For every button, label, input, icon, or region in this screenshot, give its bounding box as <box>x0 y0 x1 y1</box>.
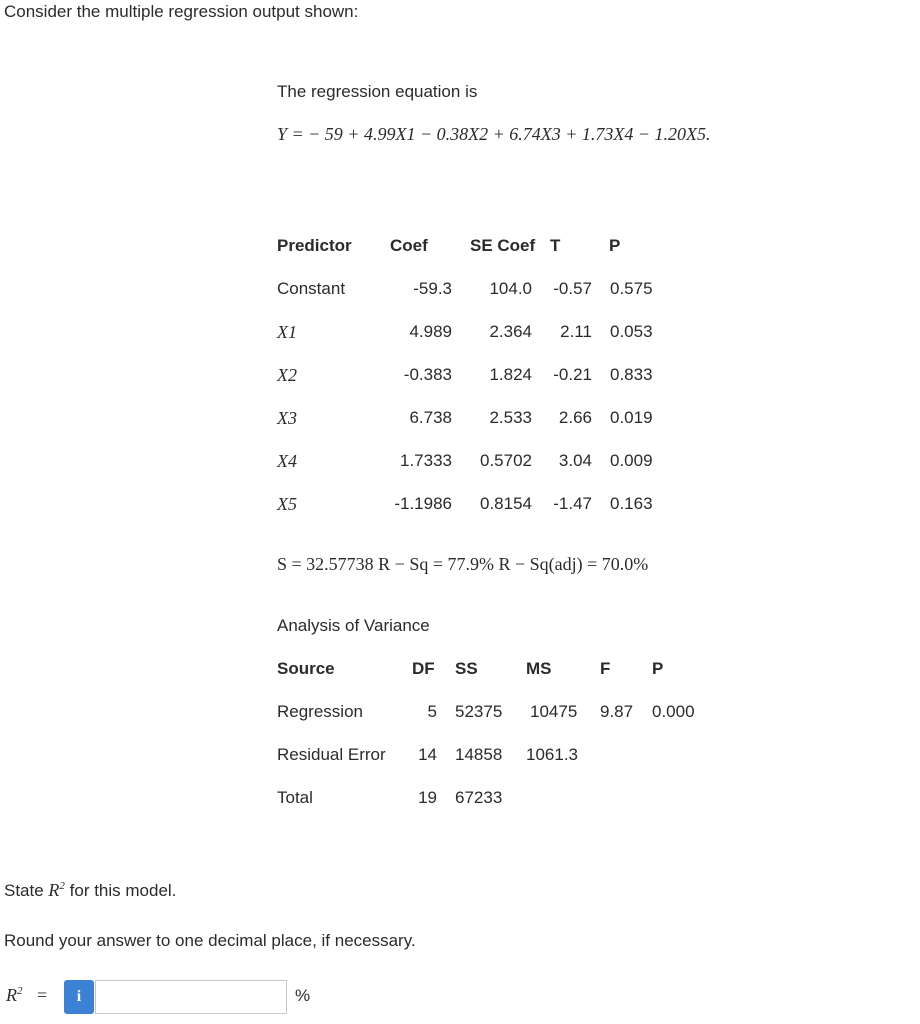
anova-header-df: DF <box>412 659 435 678</box>
anova-row-1-ms: 1061.3 <box>526 745 578 764</box>
coef-row-3-p: 0.019 <box>610 408 653 427</box>
coef-row-1-t: 2.11 <box>560 322 592 341</box>
coef-header-se-coef: SE Coef <box>470 236 536 255</box>
anova-row-0-ss: 52375 <box>455 702 503 721</box>
anova-header-ss: SS <box>455 659 478 678</box>
regression-equation: Y = − 59 + 4.99X1 − 0.38X2 + 6.74X3 + 1.73X4 − 1.20X5. <box>277 124 711 144</box>
coef-row-3-se: 2.533 <box>489 408 532 427</box>
coef-row-0-t: -0.57 <box>553 279 592 298</box>
anova-row-0-f: 9.87 <box>600 702 634 721</box>
question-suffix: for this model. <box>64 881 177 900</box>
coef-row-5-coef: -1.1986 <box>394 494 452 513</box>
coef-row-3-predictor: X3 <box>277 408 297 428</box>
anova-row-1-ss: 14858 <box>455 745 503 764</box>
coef-row-4-p: 0.009 <box>610 451 653 470</box>
prompt-text: Consider the multiple regression output shown: <box>4 2 359 21</box>
anova-row-0-df: 5 <box>427 702 437 721</box>
anova-row-1-source: Residual Error <box>277 745 386 764</box>
equation-label: The regression equation is <box>277 82 478 101</box>
anova-row-2-df: 19 <box>418 788 437 807</box>
answer-equals: = <box>37 985 48 1005</box>
coef-row-5-predictor: X5 <box>277 494 297 514</box>
coef-row-5-p: 0.163 <box>610 494 653 513</box>
coef-row-1-p: 0.053 <box>610 322 653 341</box>
coef-row-2-p: 0.833 <box>610 365 653 384</box>
coef-header-t: T <box>550 236 561 255</box>
coef-row-3-coef: 6.738 <box>409 408 452 427</box>
coef-row-4-se: 0.5702 <box>480 451 532 470</box>
question-prefix: State <box>4 881 49 900</box>
coef-row-4-predictor: X4 <box>277 451 297 471</box>
coef-row-3-t: 2.66 <box>558 408 592 427</box>
coef-row-1-predictor: X1 <box>277 322 297 342</box>
anova-title: Analysis of Variance <box>277 616 430 635</box>
coef-row-1-coef: 4.989 <box>409 322 452 341</box>
r-squared-symbol: $R^2$ <box>48 880 65 900</box>
coef-row-0-predictor: Constant <box>277 279 346 298</box>
anova-header-f: F <box>600 659 611 678</box>
coef-row-0-se: 104.0 <box>489 279 532 298</box>
coef-row-2-se: 1.824 <box>489 365 532 384</box>
coef-row-1-se: 2.364 <box>489 322 532 341</box>
coef-header-coef: Coef <box>390 236 428 255</box>
coef-header-predictor: Predictor <box>277 236 352 255</box>
anova-row-2-ss: 67233 <box>455 788 503 807</box>
percent-unit: % <box>295 986 311 1005</box>
question-text <box>4 880 176 901</box>
anova-header-ms: MS <box>526 659 552 678</box>
coef-row-5-se: 0.8154 <box>480 494 532 513</box>
coef-row-2-t: -0.21 <box>553 365 592 384</box>
coef-row-5-t: -1.47 <box>553 494 592 513</box>
anova-header-source: Source <box>277 659 335 678</box>
coef-row-4-coef: 1.7333 <box>400 451 452 470</box>
coef-header-p: P <box>609 236 621 255</box>
r-squared-answer-input[interactable] <box>95 980 287 1014</box>
coef-row-2-coef: -0.383 <box>403 365 452 384</box>
rounding-instruction: Round your answer to one decimal place, if necessary. <box>4 931 416 950</box>
anova-row-0-ms: 10475 <box>530 702 578 721</box>
coef-row-4-t: 3.04 <box>558 451 592 470</box>
anova-row-0-source: Regression <box>277 702 363 721</box>
anova-row-2-source: Total <box>277 788 313 807</box>
anova-row-1-df: 14 <box>418 745 437 764</box>
info-icon[interactable]: i <box>64 980 94 1014</box>
coef-row-0-p: 0.575 <box>610 279 653 298</box>
answer-label: $R^2$ <box>6 985 23 1005</box>
model-summary-stats: S = 32.57738 R − Sq = 77.9% R − Sq(adj) = 70.0% <box>277 554 649 574</box>
anova-row-0-p: 0.000 <box>652 702 695 721</box>
coef-row-0-coef: -59.3 <box>413 279 452 298</box>
anova-header-p: P <box>652 659 664 678</box>
coef-row-2-predictor: X2 <box>277 365 297 385</box>
